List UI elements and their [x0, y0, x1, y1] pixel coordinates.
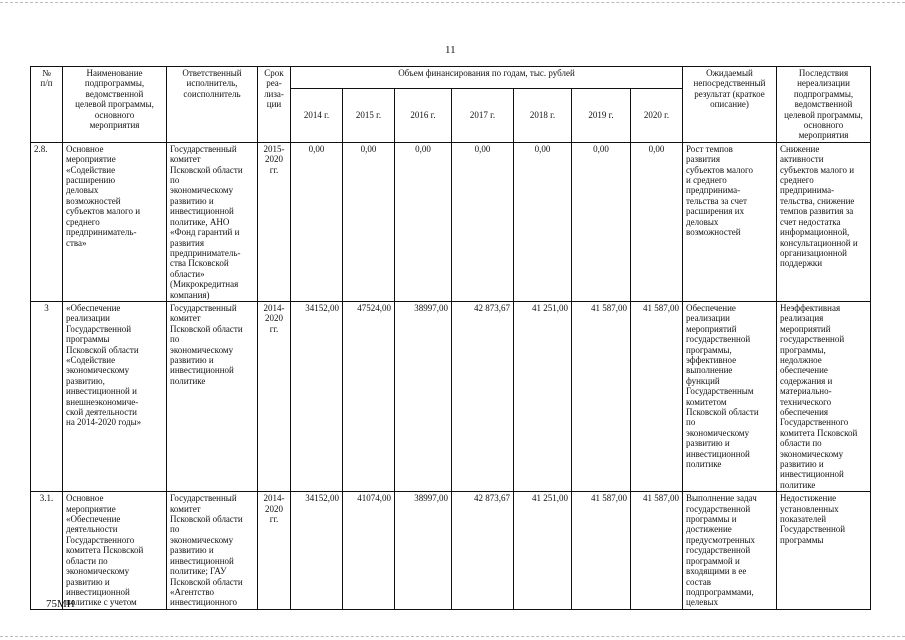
row-consequences: Неэффективная реализация мероприятий государственной программы, недолжное обеспечение содержания и материально- технического обеспечения Государственного комитета Псковской области по экономическому развитию и инвестиционной политике	[777, 301, 871, 491]
row-value: 0,00	[452, 142, 514, 301]
row-value: 42 873,67	[452, 492, 514, 609]
page-number: 11	[445, 44, 456, 56]
row-num: 3	[31, 301, 63, 491]
row-value: 41 587,00	[631, 492, 683, 609]
header-name: Наименование подпрограммы, ведомственной целевой программы, основного мероприятия	[63, 67, 167, 143]
row-consequences: Снижение активности субъектов малого и среднего предпринима- тельства, снижение темпов развития за счет недостатка информационной, консультационной и организационной поддержки	[777, 142, 871, 301]
document-code: 75МН	[46, 598, 75, 610]
row-value: 34152,00	[291, 301, 343, 491]
row-responsible: Государственный комитет Псковской области по экономическому развитию и инвестиционной политике; ГАУ Псковской области «Агентство инвестиционного	[167, 492, 258, 609]
row-term: 2015- 2020 гг.	[258, 142, 291, 301]
row-value: 0,00	[514, 142, 572, 301]
row-value: 41 251,00	[514, 301, 572, 491]
header-funding: Объем финансирования по годам, тыс. рублей	[291, 67, 683, 89]
row-value: 0,00	[631, 142, 683, 301]
header-year: 2018 г.	[514, 88, 572, 142]
table-header-row	[31, 67, 871, 89]
header-term: Срок реа- лиза- ции	[258, 67, 291, 143]
row-value: 41 587,00	[572, 492, 631, 609]
table-row	[31, 301, 871, 491]
row-term: 2014- 2020 гг.	[258, 492, 291, 609]
header-num: № п/п	[31, 67, 63, 143]
row-consequences: Недостижение установленных показателей Государственной программы	[777, 492, 871, 609]
table-row	[31, 492, 871, 609]
row-value: 41 587,00	[631, 301, 683, 491]
table-row	[31, 142, 871, 301]
row-value: 0,00	[395, 142, 452, 301]
header-year: 2016 г.	[395, 88, 452, 142]
header-year: 2019 г.	[572, 88, 631, 142]
row-responsible: Государственный комитет Псковской области по экономическому развитию и инвестиционной политике	[167, 301, 258, 491]
row-value: 41074,00	[343, 492, 395, 609]
row-result: Обеспечение реализации мероприятий государственной программы, эффективное выполнение функций Государственным комитетом Псковской области по экономическому развитию и инвестиционной политике	[683, 301, 777, 491]
header-consequences: Последствия нереализации подпрограммы, ведомственной целевой программы, основного мероприятия	[777, 67, 871, 143]
row-value: 34152,00	[291, 492, 343, 609]
budget-table	[30, 66, 871, 610]
row-value: 42 873,67	[452, 301, 514, 491]
header-result: Ожидаемый непосредственный результат (краткое описание)	[683, 67, 777, 143]
header-year: 2014 г.	[291, 88, 343, 142]
row-value: 41 251,00	[514, 492, 572, 609]
row-num: 2.8.	[31, 142, 63, 301]
row-term: 2014- 2020 гг.	[258, 301, 291, 491]
row-num: 3.1.	[31, 492, 63, 609]
row-value: 0,00	[572, 142, 631, 301]
row-responsible: Государственный комитет Псковской области по экономическому развитию и инвестиционной политике, АНО «Фонд гарантий и развития предприниматель- ства Псковской области» (Микрокредитная компания)	[167, 142, 258, 301]
header-year: 2020 г.	[631, 88, 683, 142]
row-value: 38997,00	[395, 301, 452, 491]
header-year: 2017 г.	[452, 88, 514, 142]
header-responsible: Ответственный исполнитель, соисполнитель	[167, 67, 258, 143]
row-result: Выполнение задач государственной программы и достижение предусмотренных государственной программой и входящими в ее состав подпрограммами, целевых	[683, 492, 777, 609]
row-name: Основное мероприятие «Содействие расширению деловых возможностей субъектов малого и среднего предприниматель- ства»	[63, 142, 167, 301]
row-value: 38997,00	[395, 492, 452, 609]
row-result: Рост темпов развития субъектов малого и среднего предпринима- тельства за счет расширения их деловых возможностей	[683, 142, 777, 301]
scan-edge-top	[0, 2, 905, 3]
row-value: 41 587,00	[572, 301, 631, 491]
row-value: 47524,00	[343, 301, 395, 491]
row-name: «Обеспечение реализации Государственной программы Псковской области «Содействие экономическому развитию, инвестиционной и внешнеэкономиче- ской деятельности на 2014-2020 годы»	[63, 301, 167, 491]
row-value: 0,00	[291, 142, 343, 301]
scan-edge-bottom	[0, 636, 905, 637]
header-year: 2015 г.	[343, 88, 395, 142]
row-value: 0,00	[343, 142, 395, 301]
row-name: Основное мероприятие «Обеспечение деятельности Государственного комитета Псковской области по экономическому развитию и инвестиционной политике с учетом	[63, 492, 167, 609]
